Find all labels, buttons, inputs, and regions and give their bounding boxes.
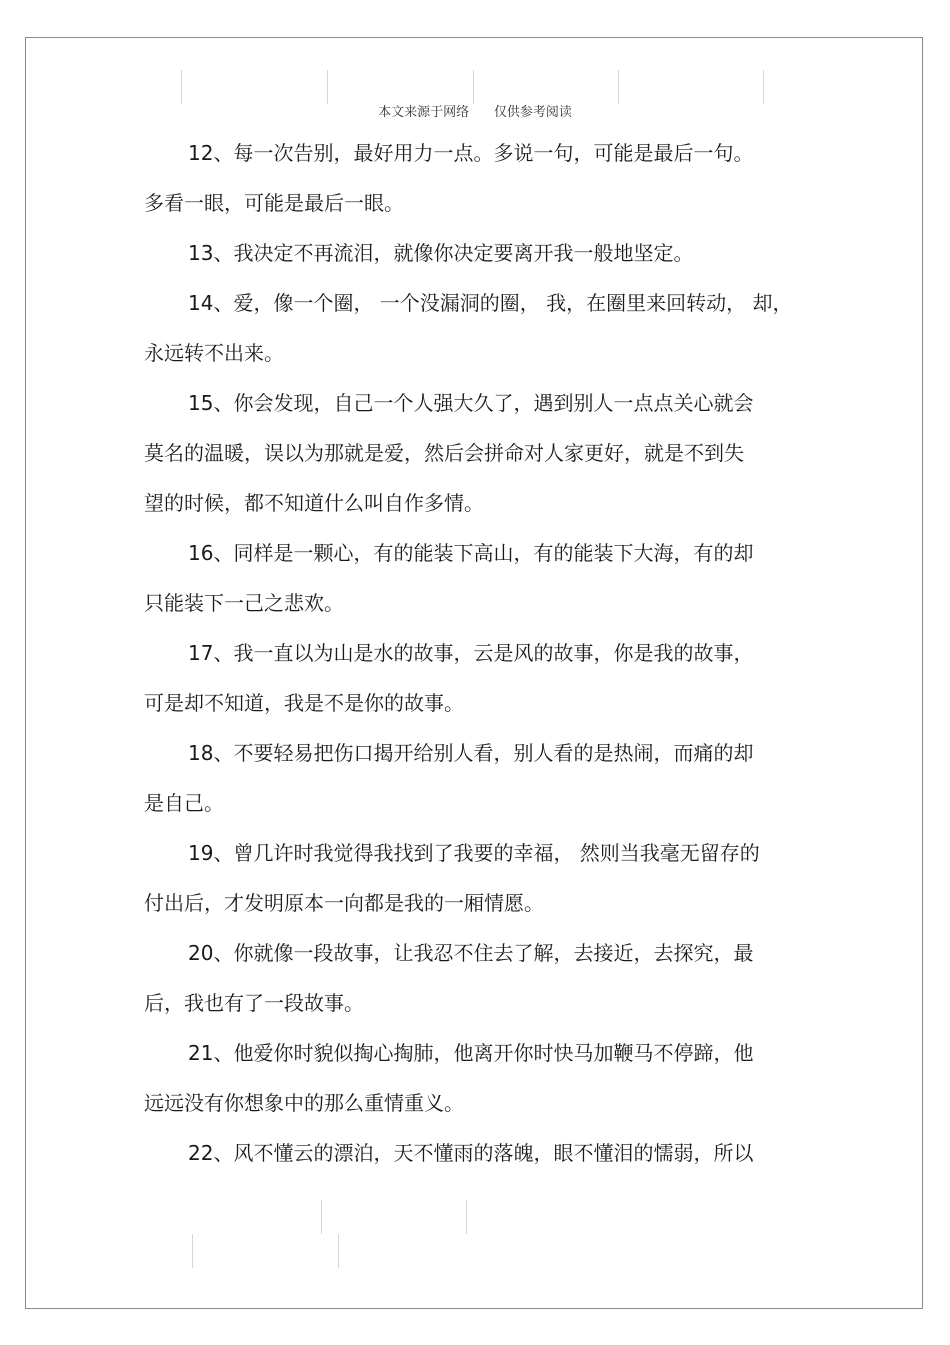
paragraph-line: 21、他爱你时貌似掏心掏肺，他离开你时快马加鞭马不停蹄，他 <box>188 1041 754 1065</box>
paragraph-line: 20、你就像一段故事，让我忍不住去了解，去接近，去探究，最 <box>188 941 754 965</box>
paragraph-line: 付出后，才发明原本一向都是我的一厢情愿。 <box>144 891 544 915</box>
paragraph <box>144 378 794 528</box>
paragraph-line: 是自己。 <box>144 791 224 815</box>
paragraph <box>144 528 794 628</box>
decorative-tick <box>192 1234 193 1268</box>
paragraph <box>144 928 794 1028</box>
decorative-tick <box>473 70 474 104</box>
paragraph-line: 19、曾几许时我觉得我找到了我要的幸福， 然则当我毫无留存的 <box>188 841 760 865</box>
paragraph <box>144 1028 794 1128</box>
decorative-tick <box>338 1234 339 1268</box>
document-body <box>144 128 794 1178</box>
paragraph-line: 22、风不懂云的漂泊，天不懂雨的落魄，眼不懂泪的懦弱，所以 <box>188 1141 754 1165</box>
paragraph-line: 莫名的温暖，误以为那就是爱，然后会拼命对人家更好，就是不到失 <box>144 441 744 465</box>
paragraph-line: 16、同样是一颗心，有的能装下高山，有的能装下大海，有的却 <box>188 541 754 565</box>
paragraph-line: 只能装下一己之悲欢。 <box>144 591 344 615</box>
decorative-tick <box>327 70 328 104</box>
decorative-tick <box>466 1200 467 1234</box>
paragraph-line: 13、我决定不再流泪，就像你决定要离开我一般地坚定。 <box>188 241 694 265</box>
paragraph <box>144 128 794 228</box>
paragraph-line: 17、我一直以为山是水的故事，云是风的故事，你是我的故事， <box>188 641 754 665</box>
decorative-tick <box>321 1200 322 1234</box>
paragraph <box>144 828 794 928</box>
paragraph <box>144 1128 794 1178</box>
paragraph-line: 18、不要轻易把伤口揭开给别人看，别人看的是热闹，而痛的却 <box>188 741 754 765</box>
paragraph <box>144 228 794 278</box>
paragraph <box>144 728 794 828</box>
paragraph-line: 望的时候，都不知道什么叫自作多情。 <box>144 491 484 515</box>
paragraph <box>144 628 794 728</box>
paragraph-line: 14、爱，像一个圈， 一个没漏洞的圈， 我，在圈里来回转动， 却， <box>188 291 793 315</box>
paragraph-line: 可是却不知道，我是不是你的故事。 <box>144 691 464 715</box>
paragraph-line: 远远没有你想象中的那么重情重义。 <box>144 1091 464 1115</box>
decorative-tick <box>618 70 619 104</box>
paragraph <box>144 278 794 378</box>
paragraph-line: 后，我也有了一段故事。 <box>144 991 364 1015</box>
paragraph-line: 多看一眼，可能是最后一眼。 <box>144 191 404 215</box>
decorative-tick <box>181 70 182 104</box>
paragraph-line: 永远转不出来。 <box>144 341 284 365</box>
decorative-tick <box>763 70 764 104</box>
paragraph-line: 12、每一次告别，最好用力一点。多说一句，可能是最后一句。 <box>188 141 754 165</box>
paragraph-line: 15、你会发现，自己一个人强大久了，遇到别人一点点关心就会 <box>188 391 754 415</box>
page-header: 本文来源于网络 仅供参考阅读 <box>378 105 572 120</box>
